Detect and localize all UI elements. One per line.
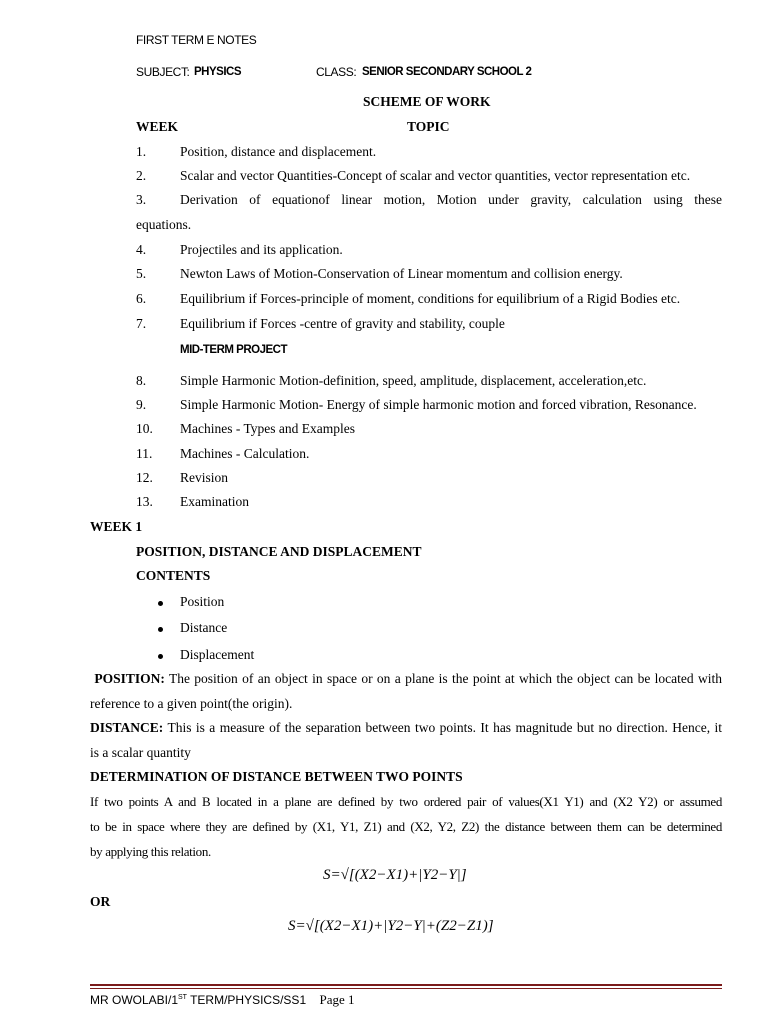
bullet-icon xyxy=(158,627,163,632)
week-topic: Newton Laws of Motion-Conservation of Linear momentum and collision energy. xyxy=(180,266,623,281)
week-number: 10. xyxy=(136,421,153,436)
week-number: 7. xyxy=(136,316,147,331)
scheme-title: SCHEME OF WORK xyxy=(363,94,491,109)
det-line-1: If two points A and B located in a plane are defined by two ordered pair of values(X1 Y1) and (X2 Y2) or assumed xyxy=(90,794,722,809)
week-number: 5. xyxy=(136,266,147,281)
footer-ordinal: ST xyxy=(178,994,187,1001)
topic-column-header: TOPIC xyxy=(407,119,450,134)
week-topic: Projectiles and its application. xyxy=(180,242,343,257)
week-topic: Derivation of equationof linear motion, Motion under gravity, calculation using these xyxy=(180,192,722,207)
footer-course: TERM/PHYSICS/SS1 xyxy=(186,993,307,1007)
week-number: 8. xyxy=(136,373,147,388)
det-line-3: by applying this relation. xyxy=(90,844,211,859)
footer-divider-thin xyxy=(90,988,722,989)
week-topic: Scalar and vector Quantities-Concept of scalar and vector quantities, vector representation etc. xyxy=(180,168,691,183)
week-topic: Machines - Types and Examples xyxy=(180,421,356,436)
position-paragraph xyxy=(90,666,722,716)
footer-divider xyxy=(90,984,722,986)
distance-definition: This is a measure of the separation between two points. It has magnitude but no direction. Hence, it xyxy=(167,720,723,735)
week-topic: Examination xyxy=(180,494,249,509)
week-topic: Equilibrium if Forces -centre of gravity and stability, couple xyxy=(180,316,505,331)
position-line-2: reference to a given point(the origin). xyxy=(90,696,293,711)
week-topic: Simple Harmonic Motion-definition, speed, amplitude, displacement, acceleration,etc. xyxy=(180,373,647,388)
page-footer xyxy=(90,992,355,1008)
subject-value: PHYSICS xyxy=(194,66,241,78)
week-number: 11. xyxy=(136,446,153,461)
position-term: POSITION: xyxy=(94,671,165,686)
list-item-text: Displacement xyxy=(180,647,255,662)
det-line-2: to be in space where they are defined by (X1, Y1, Z1) and (X2, Y2, Z2) the distance between them can be determined xyxy=(90,819,722,834)
list-item-text: Position xyxy=(180,594,225,609)
week-number: 6. xyxy=(136,291,147,306)
week-topic: Equilibrium if Forces-principle of moment, conditions for equilibrium of a Rigid Bodies etc. xyxy=(180,291,681,306)
distance-formula-2d: S=√[(X2−X1)+|Y2−Y|] xyxy=(323,867,467,883)
bullet-icon xyxy=(158,601,163,606)
bullet-icon xyxy=(158,654,163,659)
determination-paragraph xyxy=(90,789,722,864)
week-topic: Machines - Calculation. xyxy=(180,446,310,461)
or-label: OR xyxy=(90,894,111,909)
mid-term-project: MID-TERM PROJECT xyxy=(180,344,287,356)
subject-label: SUBJECT: xyxy=(136,65,190,79)
distance-line-2: is a scalar quantity xyxy=(90,745,191,760)
contents-label: CONTENTS xyxy=(136,568,211,583)
week-number: 1. xyxy=(136,144,147,159)
week-number: 9. xyxy=(136,397,147,412)
determination-heading: DETERMINATION OF DISTANCE BETWEEN TWO POINTS xyxy=(90,769,463,784)
notes-title: FIRST TERM E NOTES xyxy=(136,33,257,47)
week-number: 2. xyxy=(136,168,147,183)
week-number: 3. xyxy=(136,192,147,207)
week-column-header: WEEK xyxy=(136,119,179,134)
position-line-1 xyxy=(90,666,722,691)
week1-topic: POSITION, DISTANCE AND DISPLACEMENT xyxy=(136,544,422,559)
distance-paragraph xyxy=(90,715,722,765)
week-topic: Position, distance and displacement. xyxy=(180,144,377,159)
class-value: SENIOR SECONDARY SCHOOL 2 xyxy=(362,66,532,78)
page-number: Page 1 xyxy=(319,992,355,1007)
distance-formula-3d: S=√[(X2−X1)+|Y2−Y|+(Z2−Z1)] xyxy=(288,918,494,934)
list-item-text: Distance xyxy=(180,620,228,635)
distance-line-1 xyxy=(90,715,722,740)
week-topic: Revision xyxy=(180,470,229,485)
week-topic: Simple Harmonic Motion- Energy of simple harmonic motion and forced vibration, Resonance. xyxy=(180,397,697,412)
distance-term: DISTANCE: xyxy=(90,720,164,735)
footer-author: MR OWOLABI/1 xyxy=(90,993,179,1007)
class-label: CLASS: xyxy=(316,65,357,79)
position-definition: The position of an object in space or on a plane is the point at which the object can be located with xyxy=(168,671,722,686)
week1-heading: WEEK 1 xyxy=(90,519,143,534)
week-number: 13. xyxy=(136,494,153,509)
week-number: 12. xyxy=(136,470,153,485)
week-topic-continuation: equations. xyxy=(136,217,192,232)
week-number: 4. xyxy=(136,242,147,257)
